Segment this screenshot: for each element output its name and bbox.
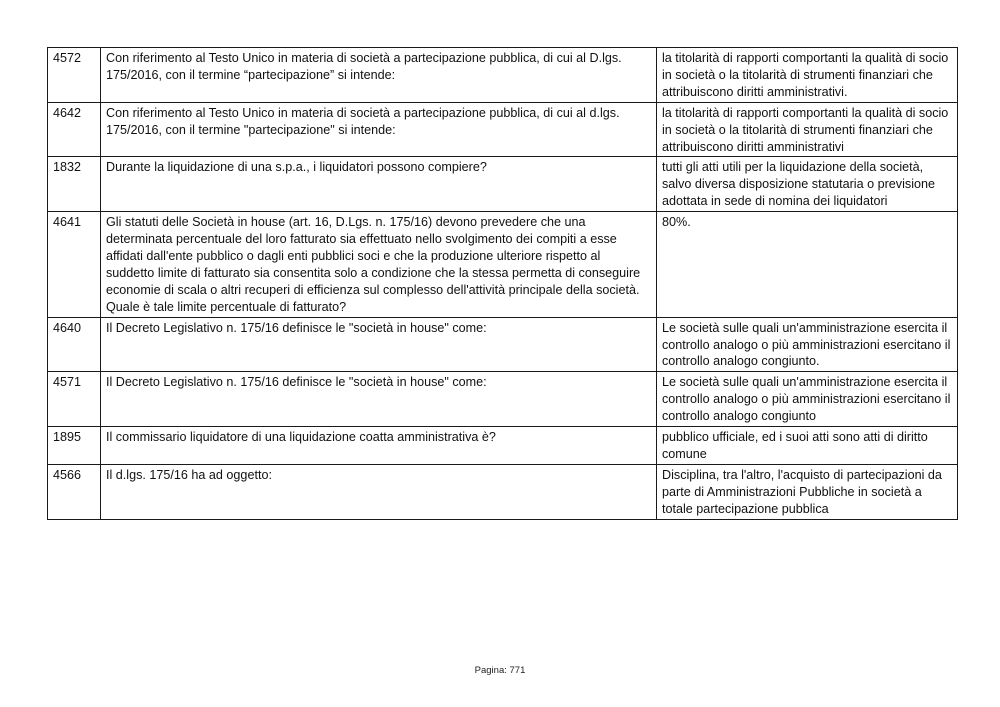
question-text: Gli statuti delle Società in house (art. 16, D.Lgs. n. 175/16) devono prevedere che una determinata percentuale del loro fatturato sia effettuato nello svolgimento dei compiti a esse affidati dall'ente pubblico o dagli enti pubblici soci e che la produzione ulteriore rispetto al suddetto limite di fatturato sia consentita solo a condizione che la stessa permetta di conseguire economie di scala o altri recuperi di efficienza sul complesso dell'attività principale della società. Quale è tale limite percentuale di fatturato?: [101, 212, 657, 317]
answer-text: Disciplina, tra l'altro, l'acquisto di partecipazioni da parte di Amministrazioni Pubbliche in società a totale partecipazione pubblica: [657, 464, 958, 519]
answer-text: la titolarità di rapporti comportanti la qualità di socio in società o la titolarità di strumenti finanziari che attribuiscono diritti amministrativi: [657, 102, 958, 157]
answer-text: Le società sulle quali un'amministrazione esercita il controllo analogo o più amministrazioni esercitano il controllo analogo congiunto: [657, 372, 958, 427]
question-text: Il Decreto Legislativo n. 175/16 definisce le "società in house" come:: [101, 317, 657, 372]
table-row: [48, 372, 958, 427]
answer-text: la titolarità di rapporti comportanti la qualità di socio in società o la titolarità di strumenti finanziari che attribuiscono diritti amministrativi.: [657, 48, 958, 103]
answer-text: 80%.: [657, 212, 958, 317]
question-text: Con riferimento al Testo Unico in materia di società a partecipazione pubblica, di cui al d.lgs. 175/2016, con il termine "partecipazione" si intende:: [101, 102, 657, 157]
table-row: [48, 212, 958, 317]
question-id: 4566: [48, 464, 101, 519]
table-row: [48, 427, 958, 465]
question-id: 1895: [48, 427, 101, 465]
table-row: [48, 48, 958, 103]
table-row: [48, 317, 958, 372]
table-row: [48, 464, 958, 519]
question-id: 4571: [48, 372, 101, 427]
page-number: Pagina: 771: [474, 665, 526, 676]
answer-text: Le società sulle quali un'amministrazione esercita il controllo analogo o più amministrazioni esercitano il controllo analogo congiunto.: [657, 317, 958, 372]
question-id: 1832: [48, 157, 101, 212]
question-id: 4572: [48, 48, 101, 103]
answer-text: pubblico ufficiale, ed i suoi atti sono atti di diritto comune: [657, 427, 958, 465]
question-id: 4640: [48, 317, 101, 372]
table-row: [48, 102, 958, 157]
answer-text: tutti gli atti utili per la liquidazione della società, salvo diversa disposizione statutaria o previsione adottata in sede di nomina dei liquidatori: [657, 157, 958, 212]
question-text: Il commissario liquidatore di una liquidazione coatta amministrativa è?: [101, 427, 657, 465]
table-row: [48, 157, 958, 212]
question-text: Con riferimento al Testo Unico in materia di società a partecipazione pubblica, di cui al D.lgs. 175/2016, con il termine “partecipazione” si intende:: [101, 48, 657, 103]
question-text: Durante la liquidazione di una s.p.a., i liquidatori possono compiere?: [101, 157, 657, 212]
question-id: 4642: [48, 102, 101, 157]
questions-table: [47, 47, 958, 520]
question-text: Il Decreto Legislativo n. 175/16 definisce le "società in house" come:: [101, 372, 657, 427]
question-id: 4641: [48, 212, 101, 317]
question-text: Il d.lgs. 175/16 ha ad oggetto:: [101, 464, 657, 519]
